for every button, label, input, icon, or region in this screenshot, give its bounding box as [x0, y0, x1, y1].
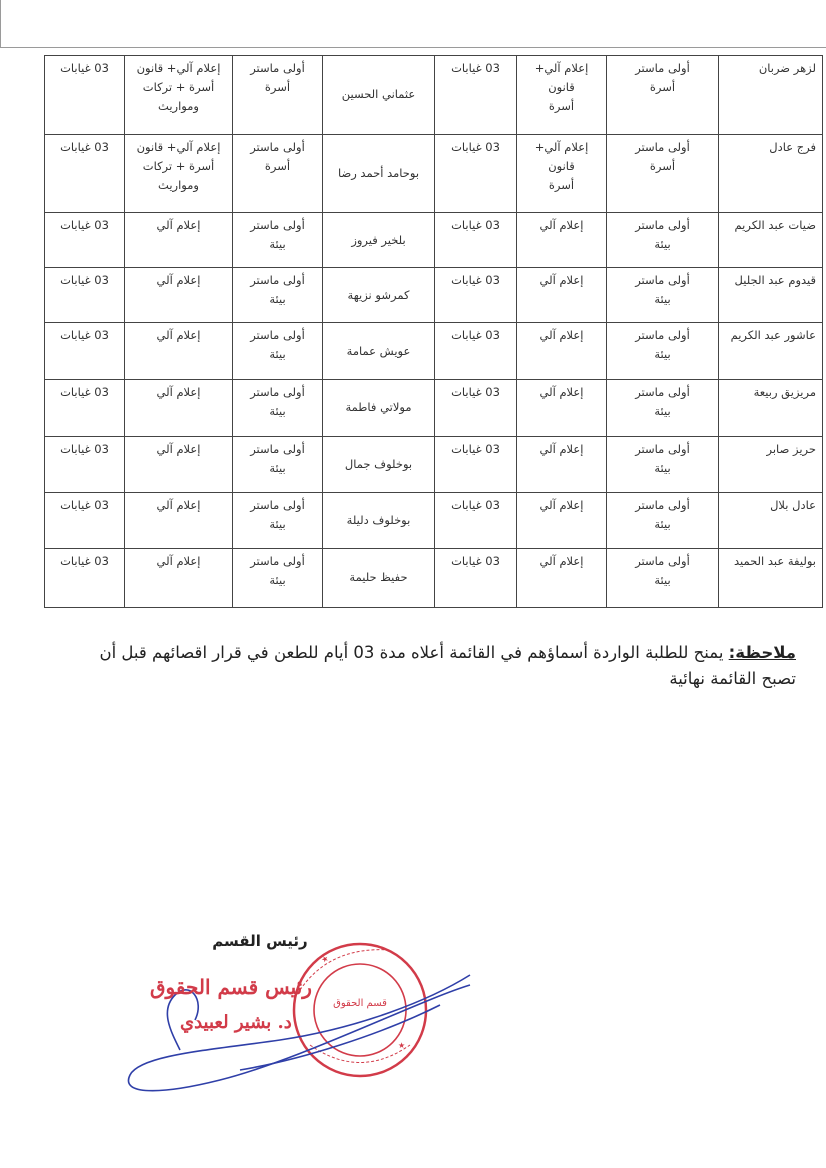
study-level-text: أولى ماستر أسرة — [250, 61, 305, 94]
student-name-text: بوحامد أحمد رضا — [337, 165, 420, 180]
absences-text: 03 غيابات — [60, 441, 109, 456]
absences-text: 03 غيابات — [451, 385, 500, 400]
student-name-text: كمرشو نزيهة — [347, 287, 410, 302]
student-name-text: مريزيق ربيعة — [753, 385, 816, 400]
note-label: ملاحظة: — [728, 643, 796, 662]
student-name-text: فرج عادل — [769, 139, 816, 154]
subjects-text: إعلام آلي — [539, 218, 584, 233]
stamp-name-text: د. بشير لعبيدي — [180, 1012, 292, 1033]
study-level-text: أولى ماستر بيئة — [250, 385, 305, 419]
student-name-text: بلخير فيروز — [351, 232, 406, 247]
seal-center-text: قسم الحقوق — [333, 998, 387, 1009]
study-level-text: أولى ماستر بيئة — [635, 218, 690, 252]
absences-text: 03 غيابات — [60, 385, 109, 400]
absences-text: 03 غيابات — [451, 61, 500, 75]
student-name-text: بوليفة عبد الحميد — [733, 553, 816, 568]
subjects-text: إعلام آلي — [539, 273, 584, 288]
study-level-text: أولى ماستر بيئة — [635, 497, 690, 531]
study-level-text: أولى ماستر أسرة — [635, 61, 690, 94]
svg-text:★: ★ — [398, 1041, 406, 1050]
subjects-text: إعلام آلي — [156, 385, 201, 400]
study-level-text: أولى ماستر بيئة — [250, 553, 305, 587]
svg-text:★: ★ — [319, 953, 331, 965]
student-name-text: حفيظ حليمة — [349, 570, 408, 585]
study-level-text: أولى ماستر بيئة — [635, 553, 690, 587]
subjects-text: إعلام آلي — [539, 553, 584, 568]
subjects-text: إعلام آلي — [539, 441, 584, 456]
study-level-text: أولى ماستر بيئة — [250, 497, 305, 531]
subjects-text: إعلام آلي — [156, 218, 201, 233]
absences-text: 03 غيابات — [60, 139, 109, 154]
absences-text: 03 غيابات — [60, 273, 109, 288]
subjects-text: إعلام آلي+ قانون أسرة + تركات ومواريث — [136, 61, 221, 113]
study-level-text: أولى ماستر أسرة — [635, 139, 690, 173]
absences-text: 03 غيابات — [451, 553, 500, 568]
student-name-text: ضيات عبد الكريم — [734, 218, 816, 233]
student-name-text: مولاتي فاطمة — [345, 400, 412, 415]
student-name-text: حريز صابر — [766, 441, 816, 456]
subjects-text: إعلام آلي — [156, 441, 201, 456]
stamp-department-text: رئيس قسم الحقوق — [150, 975, 312, 999]
subjects-text: إعلام آلي+ قانون أسرة + تركات ومواريث — [136, 139, 221, 192]
subjects-text: إعلام آلي — [156, 328, 201, 343]
student-name-text: بوخلوف جمال — [344, 456, 413, 471]
absences-text: 03 غيابات — [451, 218, 500, 233]
study-level-text: أولى ماستر بيئة — [635, 273, 690, 307]
study-level-text: أولى ماستر أسرة — [250, 139, 305, 173]
absences-text: 03 غيابات — [60, 553, 109, 568]
student-name-text: قيدوم عبد الجليل — [734, 273, 816, 288]
absences-text: 03 غيابات — [451, 273, 500, 288]
student-name-text: عاشور عبد الكريم — [730, 328, 816, 343]
subjects-text: إعلام آلي — [539, 497, 584, 512]
absences-text: 03 غيابات — [451, 497, 500, 512]
student-name-text: بوخلوف دليلة — [346, 512, 411, 527]
subjects-text: إعلام آلي — [539, 385, 584, 400]
subjects-text: إعلام آلي — [539, 328, 584, 343]
study-level-text: أولى ماستر بيئة — [250, 328, 305, 362]
absences-text: 03 غيابات — [451, 328, 500, 343]
subjects-text: إعلام آلي+ قانون أسرة — [534, 139, 589, 192]
subjects-text: إعلام آلي — [156, 273, 201, 288]
study-level-text: أولى ماستر بيئة — [250, 441, 305, 475]
student-name-text: عادل بلال — [770, 497, 816, 512]
absences-text: 03 غيابات — [60, 328, 109, 343]
study-level-text: أولى ماستر بيئة — [250, 273, 305, 307]
study-level-text: أولى ماستر بيئة — [250, 218, 305, 252]
study-level-text: أولى ماستر بيئة — [635, 328, 690, 362]
absences-text: 03 غيابات — [451, 139, 500, 154]
absences-text: 03 غيابات — [60, 218, 109, 233]
student-name-text: عثماني الحسين — [341, 87, 416, 102]
subjects-text: إعلام آلي+ قانون أسرة — [534, 61, 589, 113]
absences-text: 03 غيابات — [451, 441, 500, 456]
student-name-text: لزهر ضربان — [758, 61, 816, 75]
subjects-text: إعلام آلي — [156, 497, 201, 512]
absences-text: 03 غيابات — [60, 61, 109, 75]
note-text: يمنح للطلبة الواردة أسماؤهم في القائمة أعلاه مدة 03 أيام للطعن في قرار اقصائهم قبل أن تصبح القائمة نهائية — [99, 643, 796, 688]
student-name-text: عويش عمامة — [346, 343, 411, 358]
department-head-title: رئيس القسم — [212, 932, 308, 950]
study-level-text: أولى ماستر بيئة — [635, 441, 690, 475]
absences-text: 03 غيابات — [60, 497, 109, 512]
study-level-text: أولى ماستر بيئة — [635, 385, 690, 419]
subjects-text: إعلام آلي — [156, 553, 201, 568]
